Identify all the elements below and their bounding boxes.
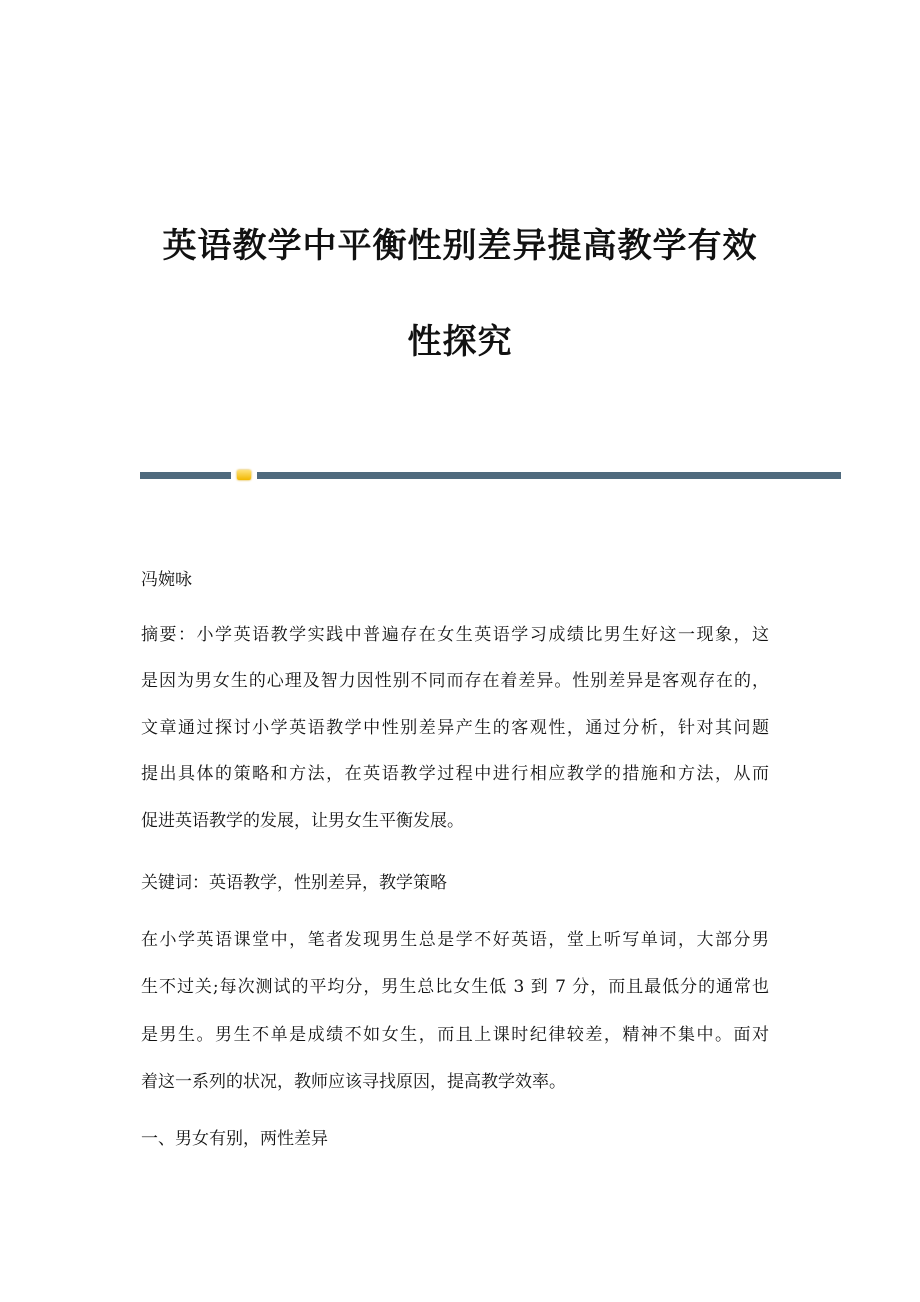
abstract-line: 促进英语教学的发展，让男女生平衡发展。 [141, 811, 464, 831]
divider-right [257, 472, 841, 479]
author: 冯婉咏 [141, 570, 192, 590]
section-heading: 一、男女有别，两性差异 [141, 1129, 328, 1149]
divider-left [140, 472, 231, 479]
document-title-line-2: 性探究 [407, 322, 513, 362]
document-title-line-1: 英语教学中平衡性别差异提高教学有效 [162, 226, 758, 266]
body-line: 在小学英语课堂中，笔者发现男生总是学不好英语，堂上听写单词，大部分男 [141, 930, 769, 950]
divider-ornament-icon [237, 470, 251, 480]
abstract-line: 文章通过探讨小学英语教学中性别差异产生的客观性，通过分析，针对其问题 [141, 718, 769, 738]
body-line: 着这一系列的状况，教师应该寻找原因，提高教学效率。 [141, 1072, 566, 1092]
abstract-line: 是因为男女生的心理及智力因性别不同而存在着差异。性别差异是客观存在的， [141, 671, 769, 691]
abstract-line: 摘要：小学英语教学实践中普遍存在女生英语学习成绩比男生好这一现象，这 [141, 625, 769, 645]
body-line: 是男生。男生不单是成绩不如女生，而且上课时纪律较差，精神不集中。面对 [141, 1025, 769, 1045]
keywords: 关键词：英语教学，性别差异，教学策略 [141, 873, 447, 893]
body-line: 生不过关;每次测试的平均分，男生总比女生低 3 到 7 分，而且最低分的通常也 [141, 977, 769, 997]
abstract-line: 提出具体的策略和方法，在英语教学过程中进行相应教学的措施和方法，从而 [141, 764, 769, 784]
